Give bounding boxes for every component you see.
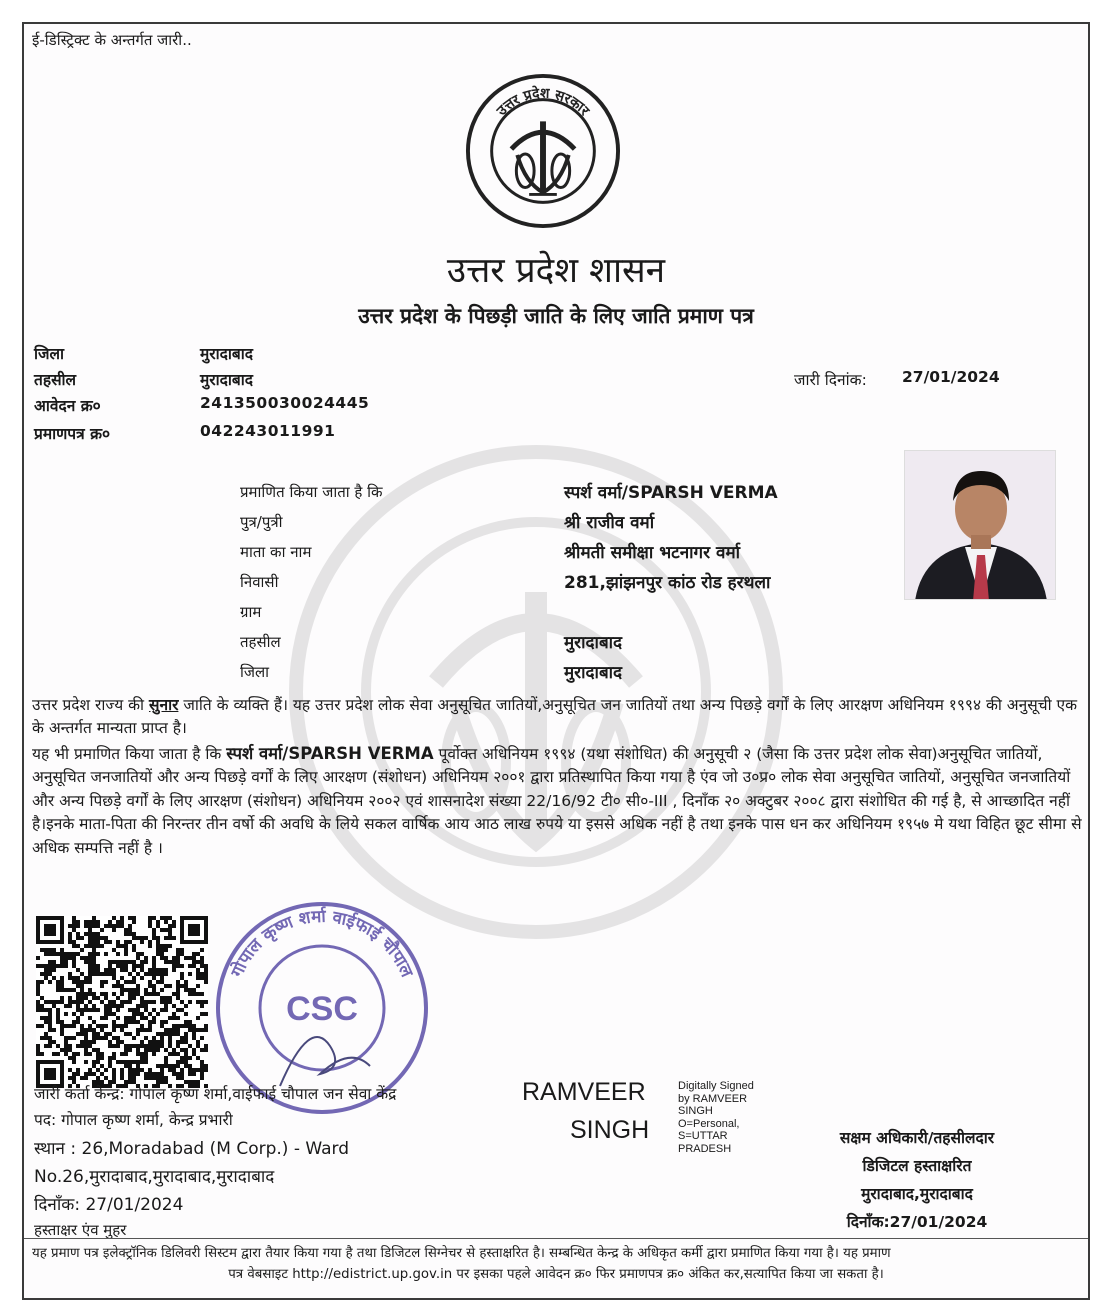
certificate-no-label: प्रमाणपत्र क्र०	[34, 425, 111, 443]
stamp-center-text: CSC	[286, 990, 358, 1028]
application-no-label: आवेदन क्र०	[34, 397, 101, 415]
detail-value: 281,झांझनपुर कांठ रोड हरथला	[564, 573, 771, 593]
issuer-date: दिनाँक: 27/01/2024	[34, 1195, 184, 1215]
officer-digital-sign: डिजिटल हस्ताक्षरित	[862, 1157, 972, 1175]
issuer-place-line1: स्थान : 26,Moradabad (M Corp.) - Ward	[34, 1139, 349, 1159]
stamp-ring-text: गोपाल कृष्ण शर्मा वाईफाई चौपाल	[227, 906, 417, 981]
emblem-watermark	[286, 442, 786, 942]
digital-signature-line: O=Personal,	[678, 1117, 740, 1130]
detail-value: श्रीमती समीक्षा भटनागर वर्मा	[564, 543, 741, 563]
detail-label: जिला	[240, 663, 270, 681]
district-label: जिला	[34, 345, 65, 363]
government-title: उत्तर प्रदेश शासन	[446, 251, 666, 291]
officer-place: मुरादाबाद,मुरादाबाद	[861, 1185, 973, 1203]
detail-label: पुत्र/पुत्री	[240, 513, 283, 531]
paragraph-text: यह भी प्रमाणित किया जाता है कि	[32, 745, 227, 763]
tehsil-value: मुरादाबाद	[200, 371, 253, 389]
signer-name-line1: RAMVEER	[522, 1078, 646, 1106]
certificate-page	[22, 22, 1090, 1300]
detail-label: माता का नाम	[240, 543, 312, 561]
up-emblem-icon	[464, 72, 622, 230]
officer-designation: सक्षम अधिकारी/तहसीलदार	[839, 1129, 995, 1147]
signer-name-line2: SINGH	[570, 1116, 650, 1144]
detail-label: तहसील	[240, 633, 281, 651]
paragraph-text: पूर्वोक्त अधिनियम १९९४ (यथा संशोधित) की अनुसूची २ (जैसा कि उत्तर प्रदेश लोक सेवा)अनुसूचित जातियों, अनुसूचित जनजातियों और अन्य पिछड़े वर्गों के लिए आरक्षण (संशोधन) अधिनियम २००१ द्वारा प्रतिस्थापित किया गया है एंव जो उ०प्र० लोक सेवा अनुसूचित जातियों, अनुसूचित जनजातियों और अन्य पिछड़े वर्गों के लिए आरक्षण (संशोधन) अधिनियम २००२ एवं शासनादेश संख्या 22/16/92 टी० सी०-III , दिनाँक २० अक्टुबर २००८ द्वारा संशोधित की गई है, से आच्छादित नहीं है।इनके माता-पिता की निरन्तर तीन वर्षो की अवधि के लिये सकल वार्षिक आय आठ लाख रुपये या इससे अधिक नहीं है तथा इनके पास धन कर अधिनियम १९५७ मे यथा विहित छूट सीमा से अधिक सम्पत्ति नहीं है ।	[32, 745, 1082, 857]
detail-label: ग्राम	[240, 603, 262, 621]
footer-note	[24, 1238, 1088, 1300]
application-no-value: 241350030024445	[200, 394, 370, 412]
emblem-text: उत्तर प्रदेश सरकार	[493, 85, 593, 120]
district-value: मुरादाबाद	[200, 345, 253, 363]
footer-line: यह प्रमाण पत्र इलेक्ट्रॉनिक डिलिवरी सिस्टम द्वारा तैयार किया गया है तथा डिजिटल सिग्नेचर से हस्ताक्षरित है। सम्बन्धित केन्द्र के अधिकृत कर्मी द्वारा प्रमाणित किया गया है। यह प्रमाण	[32, 1246, 891, 1261]
paragraph-text: जाति के व्यक्ति हैं। यह उत्तर प्रदेश लोक सेवा अनुसूचित जातियों,अनुसूचित जन जातियों तथा अन्य पिछड़े वर्गों के लिए आरक्षण अधिनियम १९९४ की अनुसूची एक के अन्तर्गत मान्यता प्राप्त है।	[32, 696, 1077, 738]
detail-value: स्पर्श वर्मा/SPARSH VERMA	[564, 483, 778, 503]
officer-date: दिनाँक:27/01/2024	[846, 1213, 988, 1231]
digital-signature-line: SINGH	[678, 1105, 713, 1117]
issuer-center: जारी कर्ता केन्द्र: गोपाल कृष्ण शर्मा,वाईफाई चौपाल जन सेवा केंद्र	[34, 1085, 397, 1103]
caste-paragraph	[32, 694, 1082, 741]
svg-text:उत्तर प्रदेश सरकार	[493, 85, 593, 120]
svg-text:गोपाल कृष्ण शर्मा वाईफाई चौपाल	[226, 906, 417, 982]
applicant-name: स्पर्श वर्मा/SPARSH VERMA	[226, 744, 434, 763]
detail-label: प्रमाणित किया जाता है कि	[240, 483, 383, 501]
issuer-place-line2: No.26,मुरादाबाद,मुरादाबाद,मुरादाबाद	[34, 1167, 275, 1187]
digital-signature-line: by RAMVEER	[678, 1092, 748, 1105]
detail-value: मुरादाबाद	[564, 663, 623, 683]
digital-signature-line: S=UTTAR	[678, 1130, 728, 1142]
issuer-post: पद: गोपाल कृष्ण शर्मा, केन्द्र प्रभारी	[34, 1111, 233, 1129]
certificate-title: उत्तर प्रदेश के पिछड़ी जाति के लिए जाति प्रमाण पत्र	[358, 304, 754, 328]
issue-date-label: जारी दिनांक:	[794, 371, 867, 389]
detail-value: मुरादाबाद	[564, 633, 623, 653]
tehsil-label: तहसील	[34, 371, 77, 389]
digital-signature-block	[678, 1080, 754, 1155]
applicant-photo	[904, 450, 1056, 600]
digital-signature-line: PRADESH	[678, 1142, 732, 1155]
digital-signature-line: Digitally Signed	[678, 1080, 754, 1092]
certificate-no-value: 042243011991	[200, 422, 336, 440]
qr-code	[36, 916, 208, 1088]
caste-name: सुनार	[148, 696, 179, 714]
detail-value: श्री राजीव वर्मा	[564, 513, 655, 533]
top-note: ई-डिस्ट्रिक्ट के अन्तर्गत जारी..	[32, 31, 192, 49]
certification-paragraph	[32, 742, 1082, 860]
paragraph-text: उत्तर प्रदेश राज्य की	[32, 696, 149, 714]
footer-line: पत्र वेबसाइट http://edistrict.up.gov.in पर इसका पहले आवेदन क्र० फिर प्रमाणपत्र क्र० अंकित कर,सत्यापित किया जा सकता है।	[228, 1267, 884, 1282]
issue-date-value: 27/01/2024	[902, 368, 1000, 386]
detail-label: निवासी	[240, 573, 279, 591]
issuer-sign-label: हस्ताक्षर एंव मुहर	[34, 1221, 127, 1239]
